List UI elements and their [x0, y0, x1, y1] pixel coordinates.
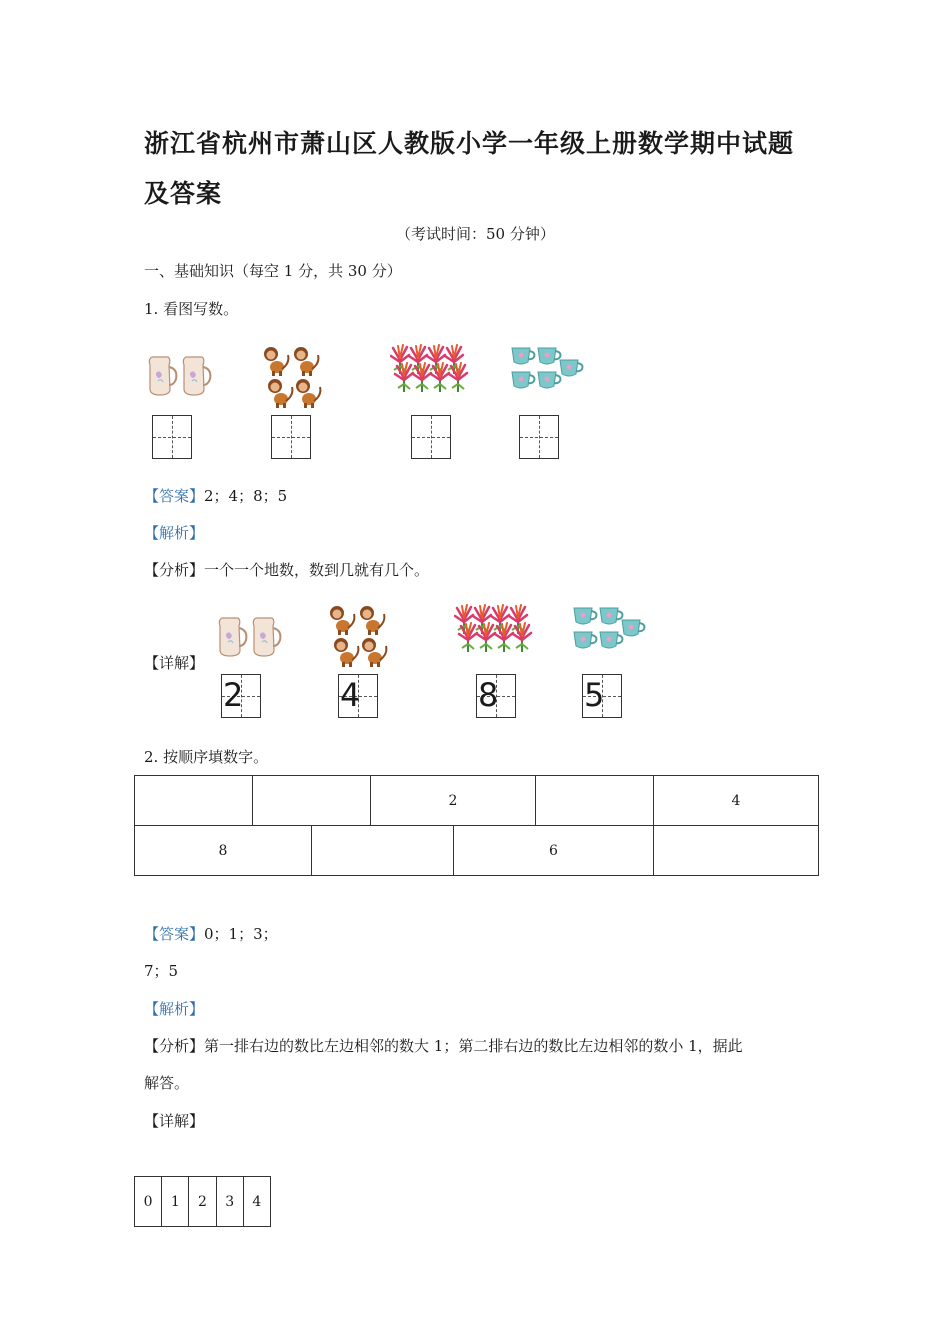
fenxi-text-cont: 解答。 — [144, 1074, 190, 1092]
answer-tag: 【答案】 — [144, 487, 205, 505]
seq-cell: 2 — [371, 776, 536, 826]
answer-line — [144, 486, 287, 506]
detail-number: 8 — [478, 676, 499, 714]
detail-tag: 【详解】 — [144, 1112, 205, 1130]
fenxi-tag: 【分析】 — [144, 1037, 205, 1055]
page-title: 浙江省杭州市萧山区人教版小学一年级上册数学期中试题 — [144, 129, 795, 158]
detail-number: 5 — [584, 676, 605, 714]
answer-grid[interactable] — [411, 415, 451, 459]
detail-grid — [582, 674, 622, 718]
monkey-icon — [262, 345, 328, 409]
fenxi-line — [144, 560, 429, 580]
jug-icon — [146, 353, 216, 397]
detail-cell: 0 — [135, 1177, 162, 1227]
analysis-tag: 【解析】 — [144, 1000, 205, 1018]
feather-plant-icon — [454, 604, 534, 654]
seq-cell: 6 — [454, 826, 654, 876]
detail-grid — [476, 674, 516, 718]
answer-grid[interactable] — [519, 415, 559, 459]
fenxi-line — [144, 1036, 743, 1056]
answer-grid[interactable] — [152, 415, 192, 459]
monkey-icon — [328, 604, 394, 668]
answer-text: 2；4；8；5 — [204, 487, 288, 505]
detail-grid — [338, 674, 378, 718]
answer-text-cont: 7；5 — [144, 962, 179, 980]
detail-number: 2 — [223, 676, 244, 714]
jug-icon — [216, 614, 286, 658]
detail-cell: 2 — [189, 1177, 216, 1227]
detail-tag: 【详解】 — [144, 654, 205, 672]
teacup-icon — [510, 344, 588, 396]
seq-cell: 8 — [135, 826, 312, 876]
analysis-tag: 【解析】 — [144, 524, 205, 542]
detail-cell: 1 — [162, 1177, 189, 1227]
section-heading: 一、基础知识（每空 1 分，共 30 分） — [144, 262, 402, 280]
sequence-table-row2 — [134, 825, 819, 876]
answer-tag: 【答案】 — [144, 925, 205, 943]
detail-cell: 3 — [216, 1177, 243, 1227]
answer-line — [144, 924, 278, 944]
question-2-prompt: 2. 按顺序填数字。 — [144, 748, 269, 766]
detail-sequence-table — [134, 1176, 271, 1227]
seq-cell[interactable] — [536, 776, 654, 826]
seq-cell[interactable] — [654, 826, 819, 876]
seq-cell[interactable] — [135, 776, 253, 826]
page-title-line2: 及答案 — [144, 179, 223, 208]
seq-cell: 4 — [654, 776, 819, 826]
detail-number: 4 — [340, 676, 361, 714]
detail-cell: 4 — [243, 1177, 270, 1227]
question-1-prompt: 1. 看图写数。 — [144, 300, 239, 318]
seq-cell[interactable] — [253, 776, 371, 826]
answer-grid[interactable] — [271, 415, 311, 459]
fenxi-text: 一个一个地数，数到几就有几个。 — [204, 561, 430, 579]
teacup-icon — [572, 604, 650, 656]
exam-time: （考试时间：50 分钟） — [396, 225, 555, 243]
fenxi-text: 第一排右边的数比左边相邻的数大 1；第二排右边的数比左边相邻的数小 1，据此 — [204, 1037, 743, 1055]
fenxi-tag: 【分析】 — [144, 561, 205, 579]
feather-plant-icon — [390, 344, 470, 394]
detail-grid — [221, 674, 261, 718]
answer-text: 0；1；3； — [204, 925, 278, 943]
sequence-table-row1 — [134, 775, 819, 826]
seq-cell[interactable] — [312, 826, 454, 876]
